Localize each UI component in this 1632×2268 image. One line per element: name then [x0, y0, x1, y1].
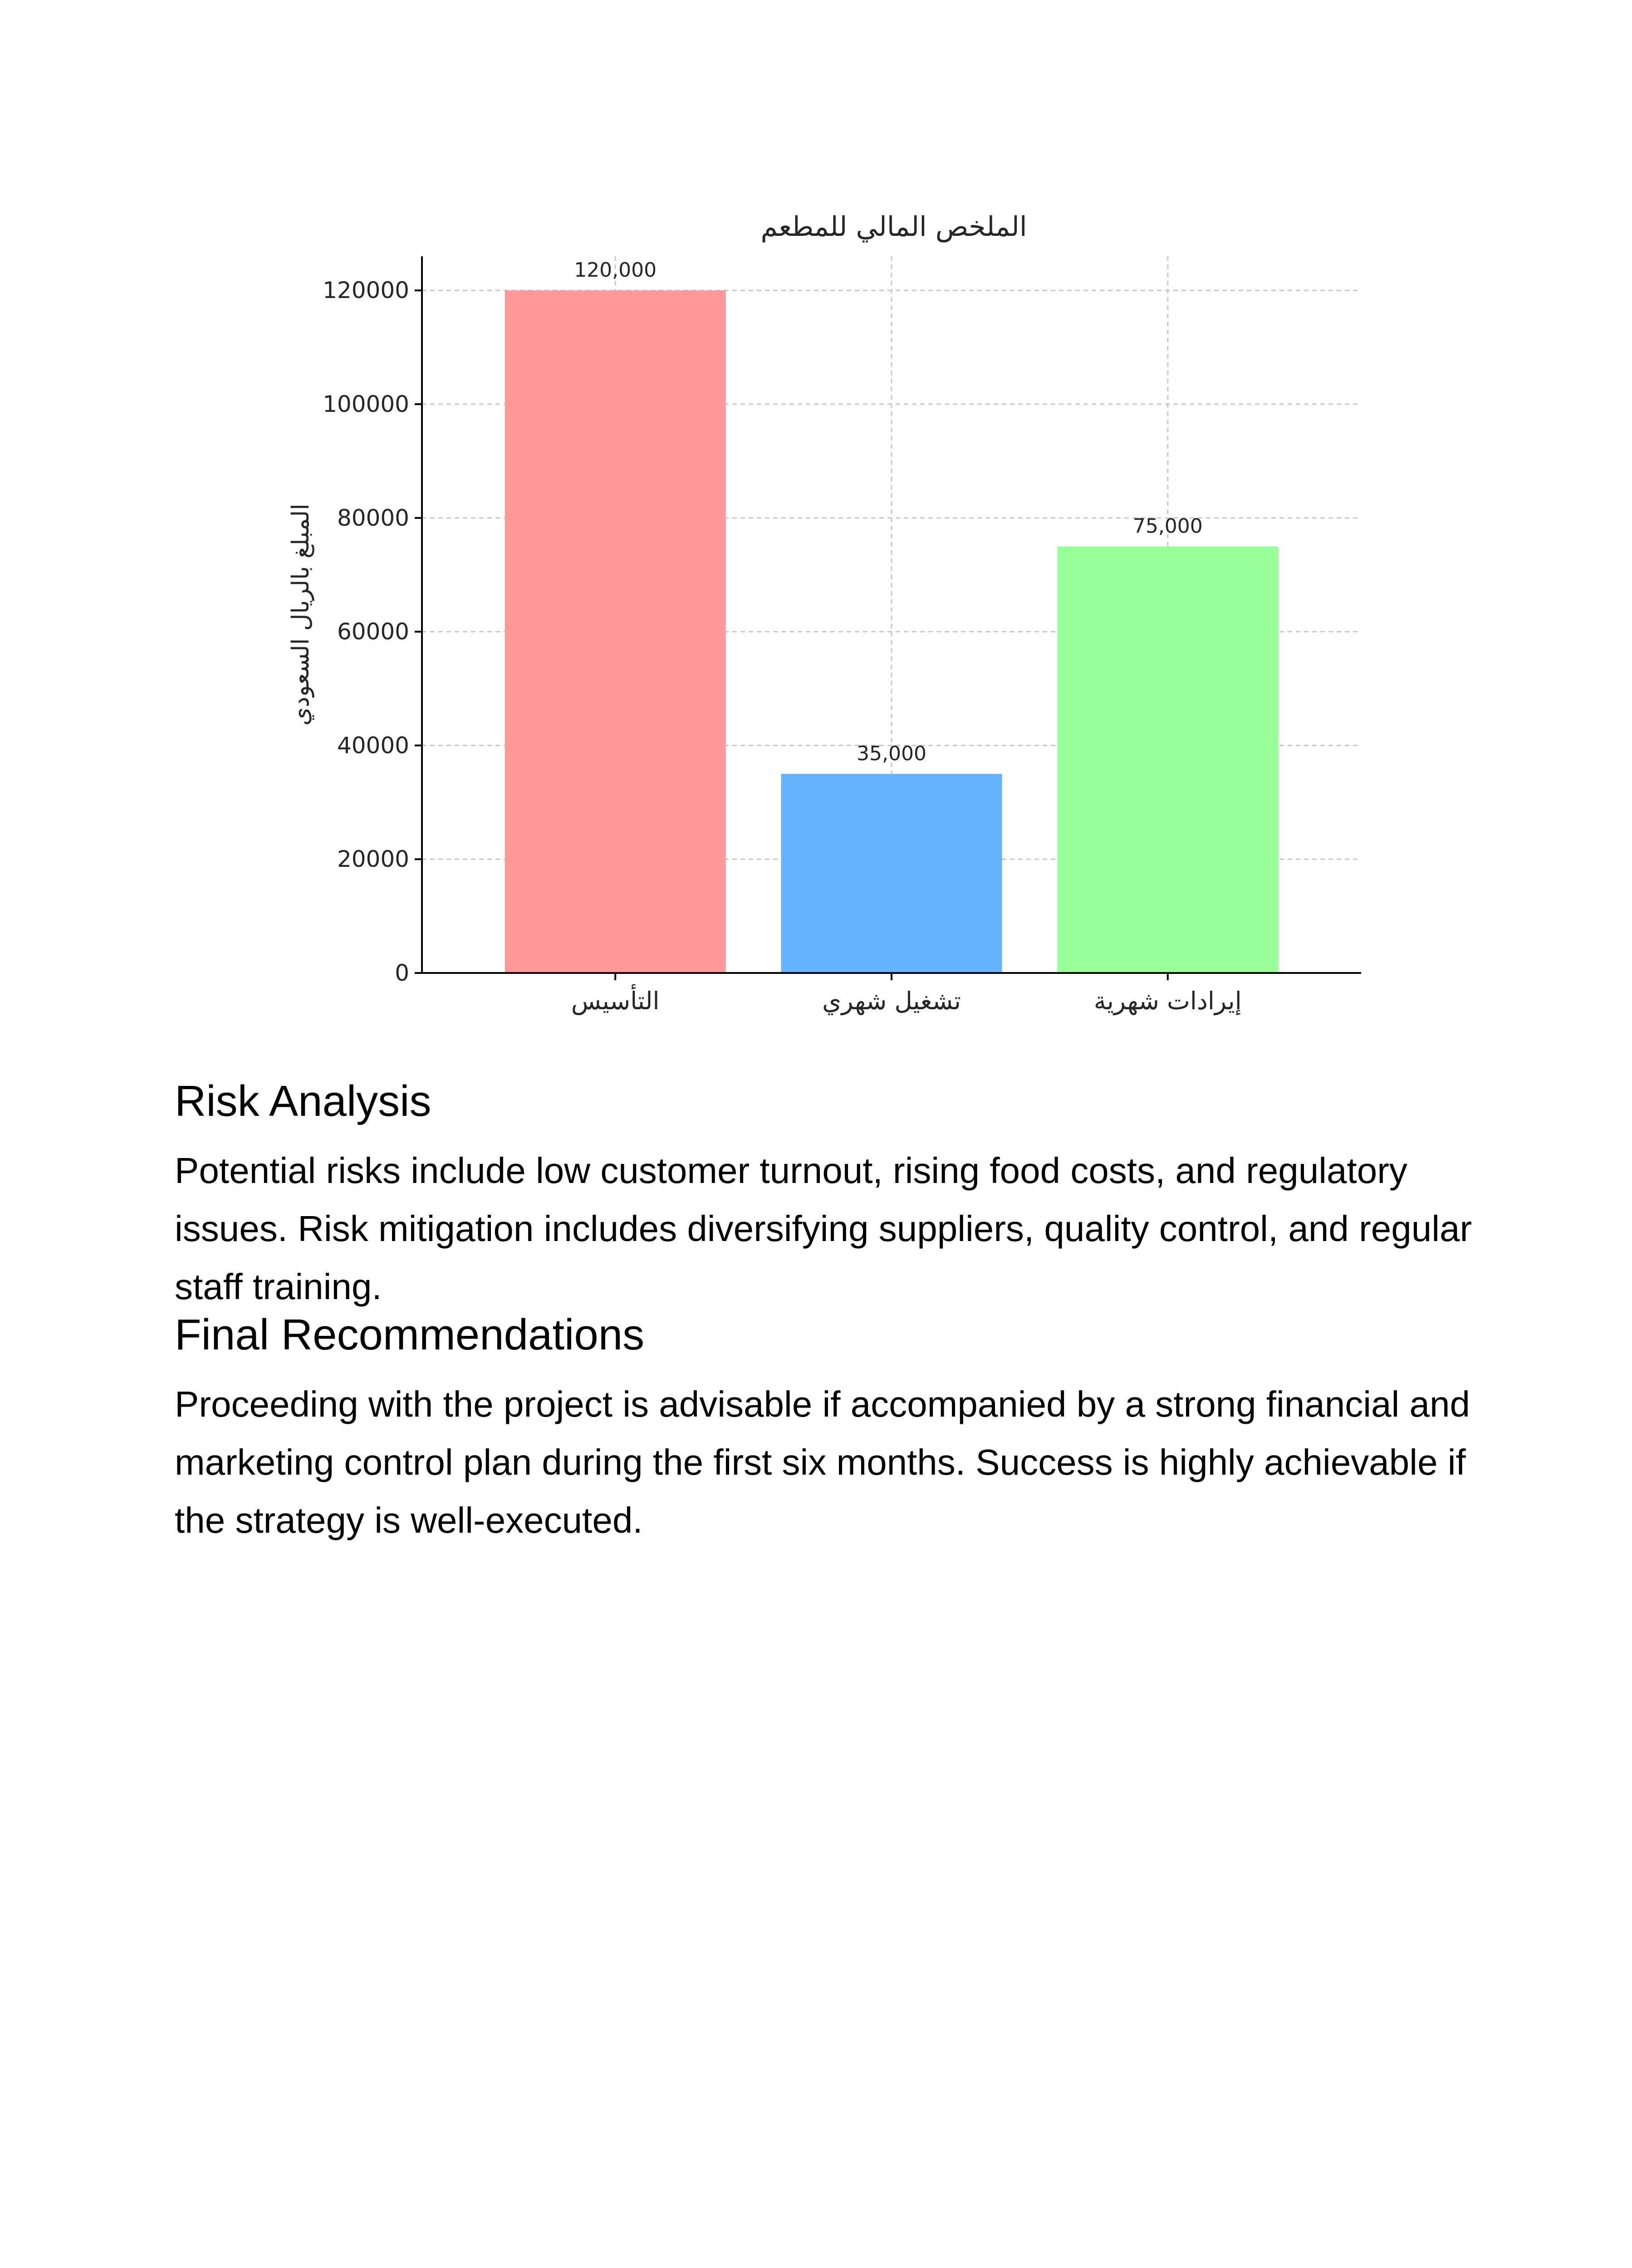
- bar: [505, 290, 726, 973]
- bar: [781, 774, 1002, 973]
- final-recommendations-body: Proceeding with the project is advisable if accompanied by a strong financial and marketing control plan during the first six months. Success is highly achievable if the strategy is well-executed.: [175, 1384, 1470, 1541]
- final-recommendations-section: [175, 1309, 1490, 1549]
- final-recommendations-heading: Final Recommendations: [175, 1310, 645, 1359]
- x-axis-ticks: [571, 973, 1242, 1015]
- bar: [1057, 547, 1278, 973]
- bar-value-label: 120,000: [574, 259, 657, 282]
- bar-value-label: 75,000: [1132, 514, 1203, 538]
- y-tick-label: 120000: [323, 277, 409, 304]
- y-tick-label: 20000: [337, 846, 409, 873]
- x-tick-label: التأسيس: [571, 987, 660, 1015]
- y-tick-label: 100000: [323, 391, 409, 418]
- y-tick-label: 60000: [337, 618, 409, 645]
- chart-title: الملخص المالي للمطعم: [760, 211, 1027, 243]
- y-tick-label: 80000: [337, 504, 409, 531]
- bar-value-label: 35,000: [857, 742, 926, 766]
- risk-analysis-body: Potential risks include low customer turnout, rising food costs, and regulatory issues. Risk mitigation includes diversifying suppliers, quality control, and regular staff training.: [175, 1150, 1472, 1307]
- x-tick-label: إيرادات شهرية: [1093, 987, 1242, 1015]
- y-tick-label: 40000: [337, 732, 409, 759]
- risk-analysis-heading: Risk Analysis: [175, 1077, 431, 1125]
- risk-analysis-section: [175, 1075, 1490, 1316]
- y-axis-label: المبلغ بالريال السعودي: [287, 503, 314, 726]
- x-tick-label: تشغيل شهري: [822, 987, 961, 1015]
- bar-chart: [272, 200, 1388, 1034]
- y-tick-label: 0: [395, 960, 409, 986]
- y-axis-ticks: [323, 277, 422, 986]
